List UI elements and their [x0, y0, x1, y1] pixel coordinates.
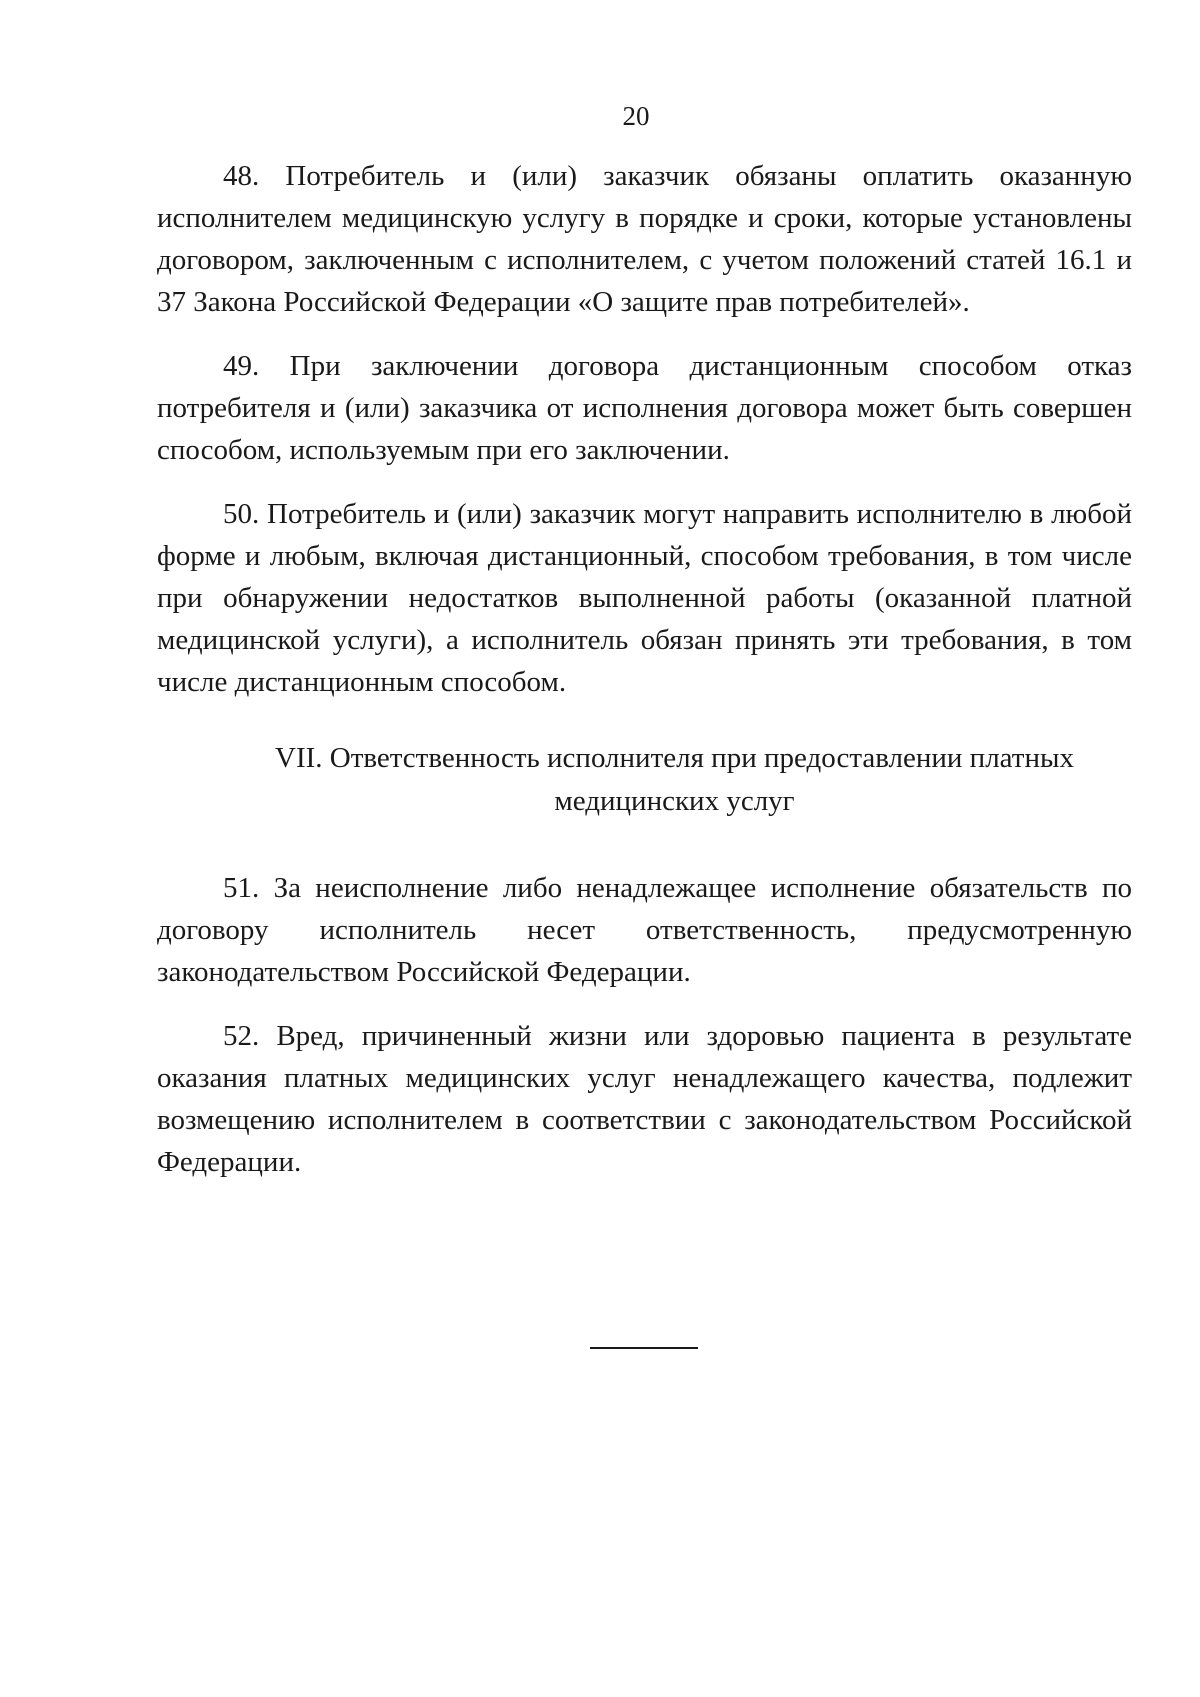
page-number: 20	[622, 101, 650, 131]
end-of-document-rule	[590, 1347, 698, 1349]
section-heading-line-2: медицинских услуг	[554, 785, 795, 817]
paragraph-50: 50. Потребитель и (или) заказчик могут направить исполнителю в любой форме и любым, включая дистанционный, способом требования, в том числе при обнаружении недостатков выполненной работы (оказанной платной медицинской услуги), а исполнитель обязан принять эти требования, в том числе дистанционным способом.	[157, 498, 1132, 698]
paragraph-48: 48. Потребитель и (или) заказчик обязаны оплатить оказанную исполнителем медицинскую услугу в порядке и сроки, которые установлены договором, заключенным с исполнителем, с учетом положений статей 16.1 и 37 Закона Российской Федерации «О защите прав потребителей».	[157, 160, 1132, 318]
document-body	[157, 155, 1132, 1205]
paragraph-52: 52. Вред, причиненный жизни или здоровью пациента в результате оказания платных медицинских услуг ненадлежащего качества, подлежит возмещению исполнителем в соответствии с законодательством Российской Федерации.	[157, 1020, 1132, 1178]
section-heading-line-1: VII. Ответственность исполнителя при предоставлении платных	[275, 742, 1074, 774]
paragraph-49: 49. При заключении договора дистанционным способом отказ потребителя и (или) заказчика от исполнения договора может быть совершен способом, используемым при его заключении.	[157, 350, 1132, 466]
paragraph-51: 51. За неисполнение либо ненадлежащее исполнение обязательств по договору исполнитель несет ответственность, предусмотренную законодательством Российской Федерации.	[157, 872, 1132, 988]
section-heading-vii	[157, 737, 1132, 823]
